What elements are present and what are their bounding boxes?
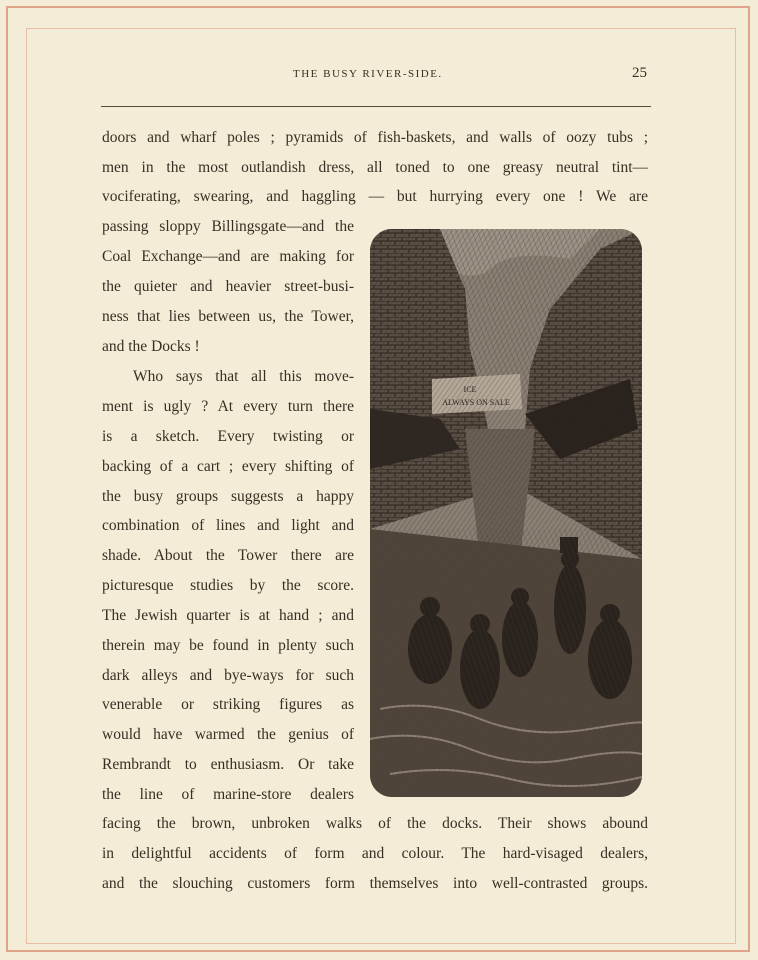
sign-text-2: ALWAYS ON SALE	[442, 398, 510, 407]
text-line: shade. About the Tower there are	[102, 547, 354, 564]
text-line: therein may be found in plenty such	[102, 637, 354, 654]
text-line: combination of lines and light and	[102, 517, 354, 534]
text-line: picturesque studies by the score.	[102, 577, 354, 594]
text-line: in delightful accidents of form and colour. The hard-visaged dealers,	[102, 845, 648, 862]
text-line: facing the brown, unbroken walks of the docks. Their shows abound	[102, 815, 648, 832]
text-line: ment is ugly ? At every turn there	[102, 398, 354, 415]
text-line: Who says that all this move-	[133, 368, 354, 385]
text-line: Rembrandt to enthusiasm. Or take	[102, 756, 354, 773]
text-line: venerable or striking figures as	[102, 696, 354, 713]
text-line: the busy groups suggests a happy	[102, 488, 354, 505]
header-rule	[101, 106, 651, 107]
text-line: and the Docks !	[102, 338, 200, 355]
text-line: Coal Exchange—and are making for	[102, 248, 354, 265]
text-line: men in the most outlandish dress, all toned to one greasy neutral tint—	[102, 159, 648, 176]
text-line: and the slouching customers form themselves into well-contrasted groups.	[102, 875, 648, 892]
street-engraving	[370, 229, 642, 797]
text-line: doors and wharf poles ; pyramids of fish-baskets, and walls of oozy tubs ;	[102, 129, 648, 146]
running-title: THE BUSY RIVER-SIDE.	[293, 68, 443, 80]
text-line: dark alleys and bye-ways for such	[102, 667, 354, 684]
text-line: vociferating, swearing, and haggling — but hurrying every one ! We are	[102, 188, 648, 205]
text-line: the quieter and heavier street-busi-	[102, 278, 354, 295]
sign-text-1: ICE	[463, 385, 477, 394]
page-number: 25	[632, 65, 647, 81]
text-line: the line of marine-store dealers	[102, 786, 354, 803]
text-line: would have warmed the genius of	[102, 726, 354, 743]
text-line: The Jewish quarter is at hand ; and	[102, 607, 354, 624]
text-line: passing sloppy Billingsgate—and the	[102, 218, 354, 235]
text-line: backing of a cart ; every shifting of	[102, 458, 354, 475]
text-line: is a sketch. Every twisting or	[102, 428, 354, 445]
text-line: ness that lies between us, the Tower,	[102, 308, 354, 325]
